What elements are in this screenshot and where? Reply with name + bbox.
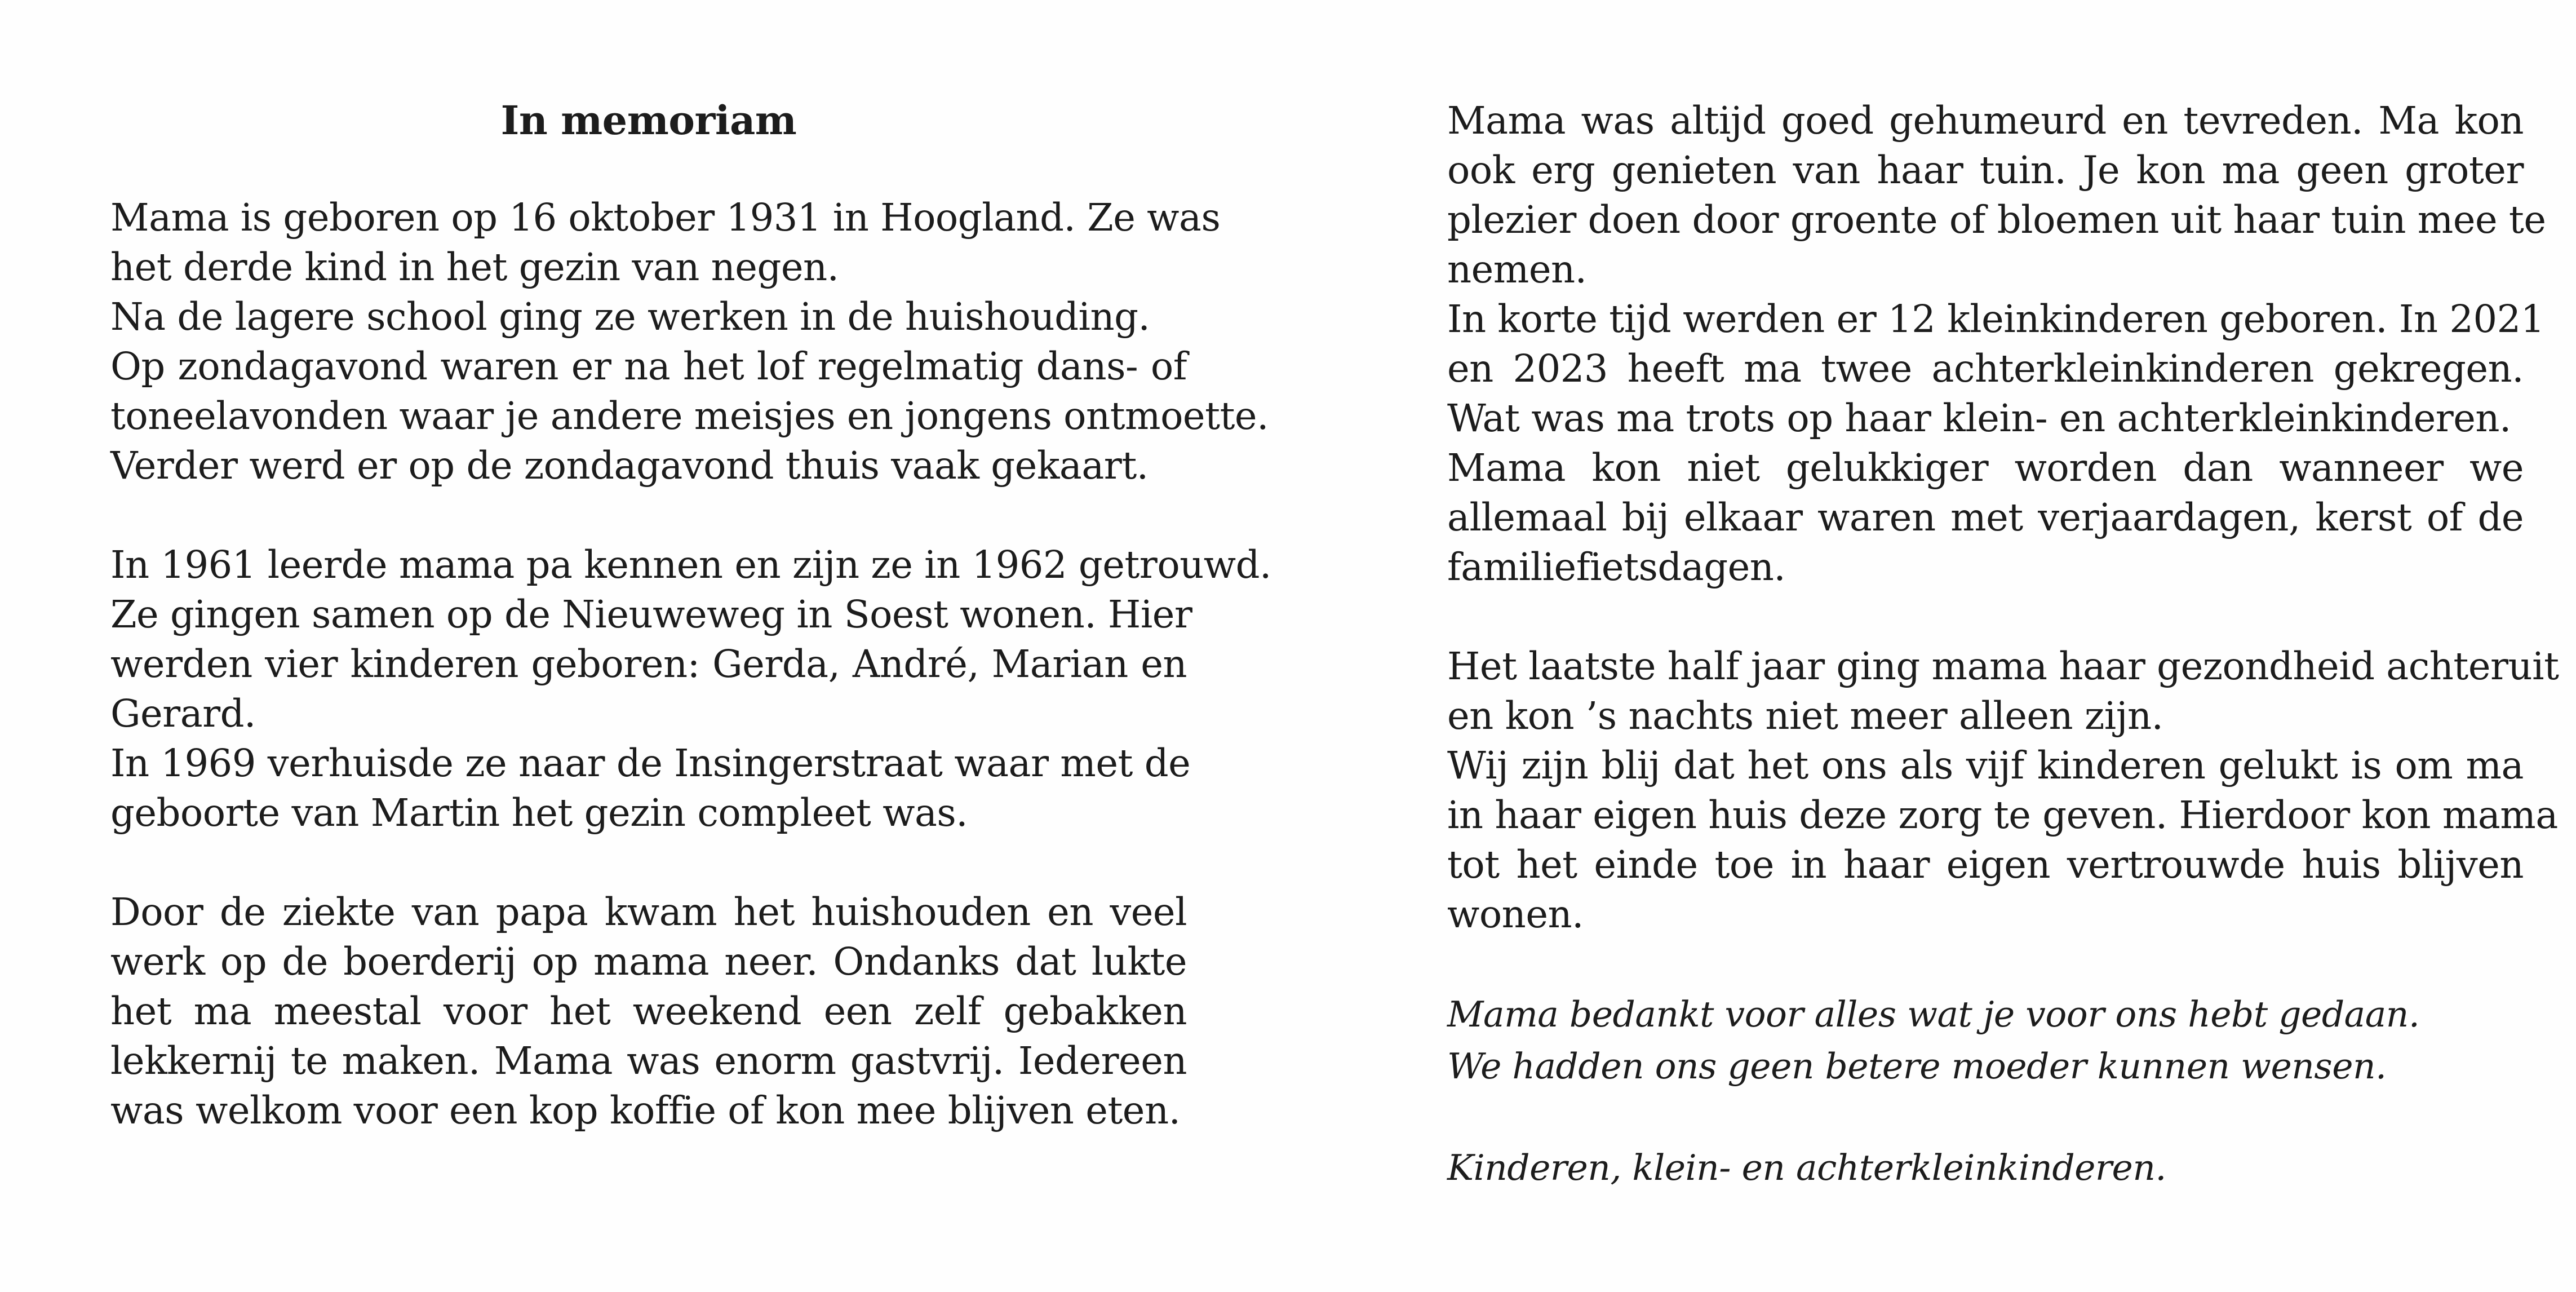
text-line: plezier doen door groente of bloemen uit haar tuin mee te xyxy=(1447,198,2546,242)
paragraph xyxy=(110,193,1269,490)
text-line: familiefietsdagen. xyxy=(1447,545,1786,589)
right-column xyxy=(1447,96,2559,1244)
text-line: Op zondagavond waren er na het lof regelmatig dans- of xyxy=(110,344,1187,388)
text-line: ook erg genieten van haar tuin. Je kon ma geen groter xyxy=(1447,148,2524,192)
text-line: In 1969 verhuisde ze naar de Insingerstraat waar met de xyxy=(110,741,1191,785)
text-line: Het laatste half jaar ging mama haar gezondheid achteruit xyxy=(1447,644,2559,688)
text-line: en kon ’s nachts niet meer alleen zijn. xyxy=(1447,694,2163,738)
closing-message xyxy=(1447,989,2524,1092)
text-line: Mama kon niet gelukkiger worden dan wanneer we xyxy=(1447,446,2524,490)
text-line: in haar eigen huis deze zorg te geven. Hierdoor kon mama xyxy=(1447,793,2558,837)
text-line: werk op de boerderij op mama neer. Ondanks dat lukte xyxy=(110,940,1187,984)
text-line: tot het einde toe in haar eigen vertrouwde huis blijven xyxy=(1447,843,2524,887)
closing-line: We hadden ons geen betere moeder kunnen wensen. xyxy=(1447,1046,2387,1087)
text-line: toneelavonden waar je andere meisjes en jongens ontmoette. xyxy=(110,394,1269,438)
text-line: Na de lagere school ging ze werken in de huishouding. xyxy=(110,295,1150,339)
text-line: lekkernij te maken. Mama was enorm gastvrij. Iedereen xyxy=(110,1039,1187,1083)
text-line: In 1961 leerde mama pa kennen en zijn ze in 1962 getrouwd. xyxy=(110,543,1271,587)
text-line: Verder werd er op de zondagavond thuis vaak gekaart. xyxy=(110,444,1149,488)
left-paragraphs xyxy=(110,193,1271,1135)
text-line: Wij zijn blij dat het ons als vijf kinderen gelukt is om ma xyxy=(1447,744,2524,787)
text-line: wonen. xyxy=(1447,892,1584,936)
text-line: nemen. xyxy=(1447,247,1587,291)
left-column xyxy=(110,96,1271,1185)
paragraph xyxy=(1447,641,2559,939)
paragraph xyxy=(1447,96,2546,592)
text-line: was welkom voor een kop koffie of kon mee blijven eten. xyxy=(110,1089,1181,1132)
signature-line: Kinderen, klein- en achterkleinkinderen. xyxy=(1447,1147,2166,1188)
text-line: Ze gingen samen op de Nieuweweg in Soest wonen. Hier xyxy=(110,592,1192,636)
text-line: Mama is geboren op 16 oktober 1931 in Hoogland. Ze was xyxy=(110,196,1221,240)
text-line: werden vier kinderen geboren: Gerda, André, Marian en xyxy=(110,642,1187,686)
text-line: het derde kind in het gezin van negen. xyxy=(110,245,839,289)
text-line: allemaal bij elkaar waren met verjaardagen, kerst of de xyxy=(1447,495,2524,539)
paragraph xyxy=(110,540,1271,838)
text-line: en 2023 heeft ma twee achterkleinkinderen gekregen. xyxy=(1447,347,2524,391)
text-line: Door de ziekte van papa kwam het huishouden en veel xyxy=(110,890,1187,934)
paragraph xyxy=(110,887,1187,1135)
closing-line: Mama bedankt voor alles wat je voor ons hebt gedaan. xyxy=(1447,994,2420,1035)
text-line: geboorte van Martin het gezin compleet was. xyxy=(110,791,968,835)
text-line: In korte tijd werden er 12 kleinkinderen geboren. In 2021 xyxy=(1447,297,2544,341)
right-paragraphs xyxy=(1447,96,2559,939)
text-line: Mama was altijd goed gehumeurd en tevreden. Ma kon xyxy=(1447,99,2524,143)
text-line: het ma meestal voor het weekend een zelf gebakken xyxy=(110,989,1187,1033)
signature xyxy=(1447,1142,2524,1194)
text-line: Wat was ma trots op haar klein- en achterkleinkinderen. xyxy=(1447,396,2511,440)
text-line: Gerard. xyxy=(110,692,256,736)
page-title: In memoriam xyxy=(500,97,797,144)
